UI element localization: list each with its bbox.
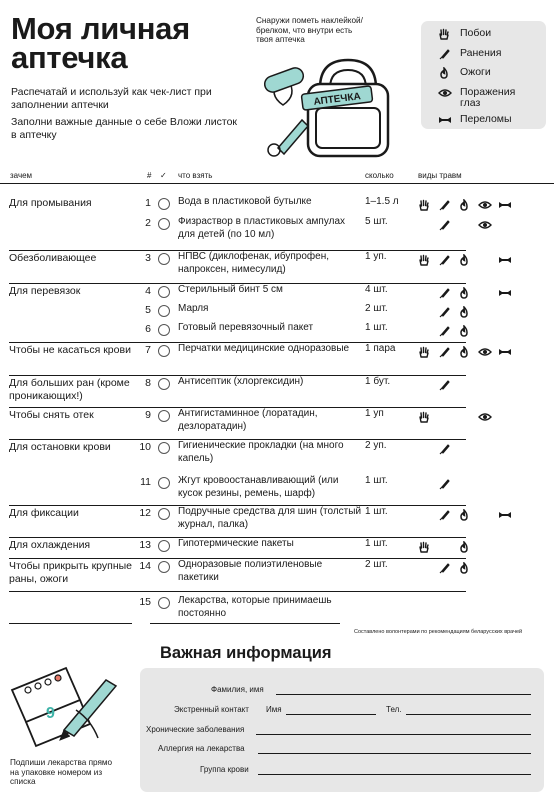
allergy-label: Аллергия на лекарства: [158, 744, 245, 753]
info-form: [140, 668, 544, 792]
injury-icons: [418, 477, 518, 489]
knife-icon: [438, 253, 452, 265]
backpack-illustration: [258, 50, 408, 160]
knife-icon: [438, 477, 452, 489]
item-checkbox[interactable]: [158, 477, 170, 489]
bone-icon: [498, 253, 512, 265]
flame-icon: [458, 345, 472, 357]
item-checkbox[interactable]: [158, 442, 170, 454]
item-number: 12: [139, 507, 151, 519]
knife-icon: [438, 286, 452, 298]
injury-legend: [421, 21, 546, 129]
item-name: Одноразовые полиэтиленовые пакетики: [178, 559, 323, 583]
legend-label: Поражения глаз: [460, 85, 516, 109]
injury-icons: [418, 218, 518, 230]
item-number: 13: [139, 539, 151, 551]
item-quantity: 1 шт.: [365, 538, 388, 549]
column-what: что взять: [178, 171, 213, 180]
injury-icons: [418, 305, 518, 317]
knife-icon: [438, 442, 452, 454]
surname-field[interactable]: [276, 694, 531, 695]
item-quantity: 1 шт.: [365, 475, 388, 486]
intro-paragraph-1: Распечатай и используй как чек-лист при заполнении аптечки: [11, 86, 212, 111]
surname-label: Фамилия, имя: [211, 685, 264, 694]
flame-icon: [458, 540, 472, 552]
item-name: Готовый перевязочный пакет: [178, 322, 314, 333]
flame-icon: [458, 286, 472, 298]
item-quantity: 2 шт.: [365, 303, 388, 314]
flame-icon: [458, 508, 472, 520]
knife-icon: [438, 324, 452, 336]
column-why: зачем: [10, 171, 33, 180]
item-checkbox[interactable]: [158, 597, 170, 609]
knife-icon: [438, 305, 452, 317]
flame-icon: [458, 561, 472, 573]
item-number: 14: [139, 560, 151, 572]
info-title: Важная информация: [160, 644, 332, 662]
palm-icon: [438, 28, 460, 44]
row-15-divider-left: [9, 623, 132, 624]
item-number: 8: [145, 377, 151, 389]
knife-icon: [438, 378, 452, 390]
bone-icon: [438, 114, 460, 130]
injury-icons: [418, 324, 518, 336]
item-number: 4: [145, 285, 151, 297]
item-name: Стерильный бинт 5 см: [178, 284, 283, 295]
item-checkbox[interactable]: [158, 218, 170, 230]
group-purpose: Для фиксации: [9, 507, 79, 519]
item-name: НПВС (диклофенак, ибупрофен, напроксен, нимесулид): [178, 251, 330, 275]
group-purpose: Для промывания: [9, 197, 92, 209]
injury-icons: [418, 540, 518, 552]
knife-icon: [438, 198, 452, 210]
item-name: Антисептик (хлоргексидин): [178, 376, 304, 387]
knife-icon: [438, 345, 452, 357]
injury-icons: [418, 442, 518, 454]
contact-name-field[interactable]: [286, 714, 376, 715]
bone-icon: [498, 286, 512, 298]
knife-icon: [438, 508, 452, 520]
item-quantity: 2 уп.: [365, 440, 387, 451]
blood-label: Группа крови: [200, 765, 249, 774]
flame-icon: [458, 305, 472, 317]
item-name: Подручные средства для шин (толстый журнал, палка): [178, 506, 362, 530]
injury-icons: [418, 561, 518, 573]
group-purpose: Для остановки крови: [9, 441, 111, 453]
item-number: 10: [139, 441, 151, 453]
intro-text: [11, 86, 241, 146]
knife-icon: [438, 561, 452, 573]
title-line-1: Моя личная: [11, 11, 190, 46]
legend-label: Переломы: [460, 112, 512, 125]
blood-field[interactable]: [258, 774, 531, 775]
bone-icon: [498, 198, 512, 210]
flame-icon: [438, 67, 460, 83]
item-name: Гипотермические пакеты: [178, 538, 294, 549]
item-name: Антигистаминное (лоратадин, дезлоратадин): [178, 408, 318, 432]
medicine-pack-illustration: [6, 660, 126, 755]
eye-icon: [478, 198, 492, 210]
item-number: 5: [145, 304, 151, 316]
eye-icon: [478, 410, 492, 422]
item-quantity: 1 уп.: [365, 251, 387, 262]
item-checkbox[interactable]: [158, 253, 170, 265]
item-quantity: 1 бут.: [365, 376, 391, 387]
column-check: ✓: [160, 171, 167, 180]
legend-item: [438, 48, 546, 64]
item-quantity: 4 шт.: [365, 284, 388, 295]
item-quantity: 1 шт.: [365, 322, 388, 333]
contact-label: Экстренный контакт: [174, 705, 249, 714]
intro-paragraph-2: Заполни важные данные о себе Вложи листок в аптечку: [11, 116, 238, 141]
backpack-note: Снаружи пометь наклейкой/брелком, что внутри есть твоя аптечка: [256, 16, 363, 44]
bone-icon: [498, 508, 512, 520]
item-name: Лекарства, которые принимаешь постоянно: [178, 595, 332, 619]
group-purpose: Чтобы прикрыть крупные раны, ожоги: [9, 560, 133, 585]
legend-item: [438, 114, 546, 130]
palm-icon: [418, 410, 432, 422]
item-checkbox[interactable]: [158, 286, 170, 298]
allergy-field[interactable]: [258, 753, 531, 754]
item-checkbox[interactable]: [158, 378, 170, 390]
injury-icons: [418, 508, 518, 520]
item-quantity: 2 шт.: [365, 559, 388, 570]
eye-icon: [478, 218, 492, 230]
item-checkbox[interactable]: [158, 324, 170, 336]
legend-label: Побои: [460, 27, 492, 39]
item-name: Вода в пластиковой бутылке: [178, 196, 312, 207]
palm-icon: [418, 198, 432, 210]
item-checkbox[interactable]: [158, 561, 170, 573]
item-number: 7: [145, 344, 151, 356]
item-name: Физраствор в пластиковых ампулах для детей (по 10 мл): [178, 216, 346, 240]
item-quantity: 1 пара: [365, 343, 396, 354]
palm-icon: [418, 540, 432, 552]
item-number: 15: [139, 596, 151, 608]
item-name: Жгут кровоостанавливающий (или кусок резины, ремень, шарф): [178, 475, 339, 499]
row-15-divider-right: [150, 623, 340, 624]
item-number: 1: [145, 197, 151, 209]
item-quantity: 1–1.5 л: [365, 196, 399, 207]
column-injury-types: виды травм: [418, 171, 462, 180]
chronic-field[interactable]: [256, 734, 531, 735]
group-purpose: Обезболивающее: [9, 252, 97, 264]
item-quantity: 1 шт.: [365, 506, 388, 517]
item-checkbox[interactable]: [158, 410, 170, 422]
legend-label: Ожоги: [460, 66, 491, 78]
table-header: [0, 166, 554, 184]
group-purpose: Для перевязок: [9, 285, 81, 297]
injury-icons: [418, 345, 518, 357]
flame-icon: [458, 324, 472, 336]
item-checkbox[interactable]: [158, 198, 170, 210]
pack-number: 9: [46, 705, 55, 722]
knife-icon: [438, 218, 452, 230]
item-number: 6: [145, 323, 151, 335]
item-number: 9: [145, 409, 151, 421]
item-name: Перчатки медицинские одноразовые: [178, 343, 350, 354]
contact-tel-label: Тел.: [386, 705, 402, 714]
item-checkbox[interactable]: [158, 508, 170, 520]
group-purpose: Для охлаждения: [9, 539, 91, 551]
item-checkbox[interactable]: [158, 540, 170, 552]
item-number: 3: [145, 252, 151, 264]
chronic-label: Хронические заболевания: [146, 725, 245, 734]
legend-item: [438, 67, 546, 83]
title-line-2: аптечка: [11, 40, 128, 75]
legend-item: [438, 28, 546, 44]
item-number: 2: [145, 217, 151, 229]
palm-icon: [418, 345, 432, 357]
item-quantity: 1 уп: [365, 408, 384, 419]
item-checkbox[interactable]: [158, 305, 170, 317]
item-name: Гигиенические прокладки (на много капель): [178, 440, 344, 464]
flame-icon: [458, 253, 472, 265]
eye-icon: [478, 345, 492, 357]
eye-icon: [438, 87, 460, 103]
legend-item: [438, 87, 546, 110]
item-name: Марля: [178, 303, 209, 314]
backpack-label: АПТЕЧКА: [312, 91, 362, 108]
flame-icon: [458, 198, 472, 210]
legend-label: Ранения: [460, 46, 502, 59]
contact-tel-field[interactable]: [406, 714, 531, 715]
column-num: #: [147, 171, 152, 180]
knife-icon: [438, 48, 460, 64]
credit-note: Составлено волонтерами по рекомендациям беларусских врачей: [354, 629, 523, 635]
injury-icons: [418, 286, 518, 298]
injury-icons: [418, 378, 518, 390]
item-number: 11: [140, 476, 151, 488]
bottom-note: Подпиши лекарства прямо на упаковке номером из списка: [10, 758, 113, 786]
column-qty: сколько: [365, 171, 394, 180]
group-purpose: Чтобы снять отек: [9, 409, 94, 421]
palm-icon: [418, 253, 432, 265]
group-purpose: Для больших ран (кроме проникающих!): [9, 377, 130, 402]
injury-icons: [418, 410, 518, 422]
injury-icons: [418, 253, 518, 265]
group-purpose: Чтобы не касаться крови: [9, 344, 131, 356]
item-quantity: 5 шт.: [365, 216, 388, 227]
page-title: [11, 11, 190, 75]
contact-name-label: Имя: [266, 705, 282, 714]
injury-icons: [418, 198, 518, 210]
bone-icon: [498, 345, 512, 357]
item-checkbox[interactable]: [158, 345, 170, 357]
